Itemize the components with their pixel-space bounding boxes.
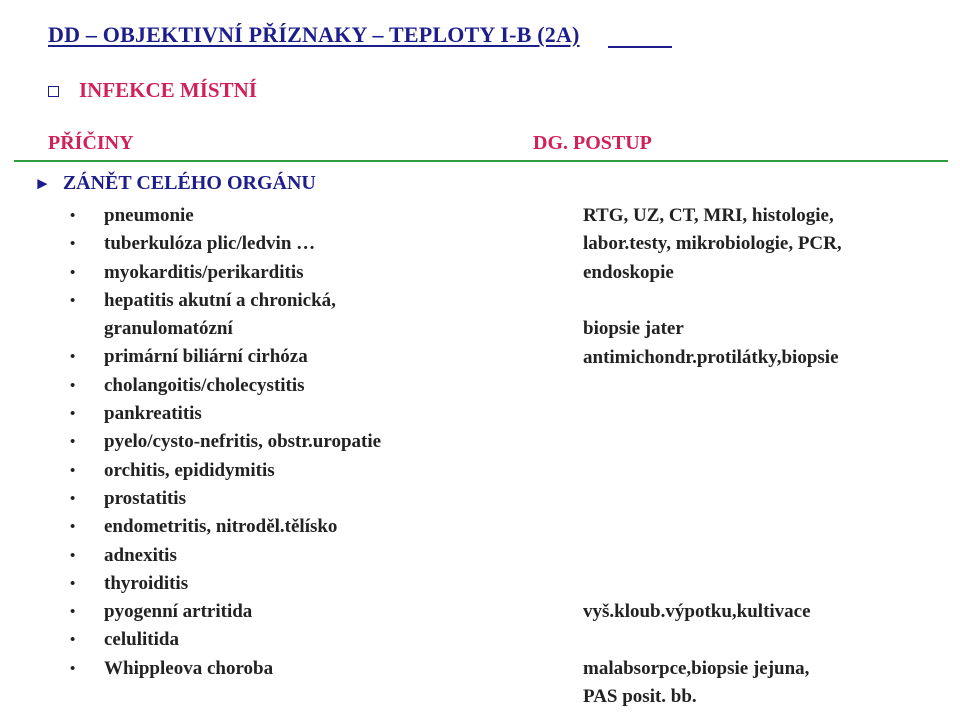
bullet-icon: • xyxy=(70,434,76,451)
causes-column-header: PŘÍČINY xyxy=(48,132,134,154)
bullet-icon: • xyxy=(70,575,76,592)
section-heading xyxy=(48,78,257,103)
list-item: • endometritis, nitroděl.tělísko xyxy=(70,513,381,541)
page-title: DD – OBJEKTIVNÍ PŘÍZNAKY – TEPLOTY I-B (2A) xyxy=(48,22,580,47)
diagnostic-line: antimichondr.protilátky,biopsie xyxy=(583,346,839,368)
list-item: • pyogenní artritida xyxy=(70,598,381,626)
bullet-icon: • xyxy=(70,406,76,423)
bullet-icon: • xyxy=(70,490,76,507)
section-title: INFEKCE MÍSTNÍ xyxy=(79,78,257,102)
subsection-heading xyxy=(34,172,316,195)
bullet-icon: • xyxy=(70,519,76,536)
bullet-icon: • xyxy=(70,236,76,253)
list-item: • celulitida xyxy=(70,626,381,654)
diagnostic-line: endoskopie xyxy=(583,261,674,283)
diagnostic-line: malabsorpce,biopsie jejuna, xyxy=(583,657,810,679)
list-item: • myokarditis/perikarditis xyxy=(70,259,381,287)
bullet-icon: • xyxy=(70,292,76,309)
diagnostics-column-header: DG. POSTUP xyxy=(533,132,652,154)
bullet-icon: • xyxy=(70,660,76,677)
causes-list xyxy=(70,202,381,683)
list-item: • Whippleova choroba xyxy=(70,655,381,683)
list-item-continuation: granulomatózní xyxy=(104,318,233,340)
list-item: • pyelo/cysto-nefritis, obstr.uropatie xyxy=(70,428,381,456)
bullet-icon: • xyxy=(70,349,76,366)
list-item: • prostatitis xyxy=(70,485,381,513)
list-item: • primární biliární cirhóza xyxy=(70,343,381,371)
list-item: • thyroiditis xyxy=(70,570,381,598)
checkbox-bullet-icon xyxy=(48,86,59,97)
bullet-icon: • xyxy=(70,264,76,281)
list-item: • adnexitis xyxy=(70,542,381,570)
diagnostic-line: RTG, UZ, CT, MRI, histologie, xyxy=(583,205,834,226)
list-item: • pneumonie xyxy=(70,202,381,230)
bullet-icon: • xyxy=(70,462,76,479)
list-item: • tuberkulóza plic/ledvin … xyxy=(70,230,381,258)
bullet-icon: • xyxy=(70,604,76,621)
subsection-title: ZÁNĚT CELÉHO ORGÁNU xyxy=(62,172,316,194)
bullet-icon: • xyxy=(70,547,76,564)
bullet-icon: • xyxy=(70,208,76,224)
diagnostic-line: vyš.kloub.výpotku,kultivace xyxy=(583,601,811,622)
diagnostic-line: labor.testy, mikrobiologie, PCR, xyxy=(583,233,842,255)
arrow-bullet-icon: ► xyxy=(34,173,51,193)
title-underline xyxy=(608,46,672,48)
diagnostic-line: biopsie jater xyxy=(583,318,684,340)
bullet-icon: • xyxy=(70,377,76,394)
list-item: • orchitis, epididymitis xyxy=(70,457,381,485)
divider xyxy=(14,160,948,162)
list-item: • cholangoitis/cholecystitis xyxy=(70,372,381,400)
list-item: • pankreatitis xyxy=(70,400,381,428)
bullet-icon: • xyxy=(70,632,76,649)
diagnostic-line: PAS posit. bb. xyxy=(583,685,697,707)
list-item: • hepatitis akutní a chronická, xyxy=(70,287,381,315)
